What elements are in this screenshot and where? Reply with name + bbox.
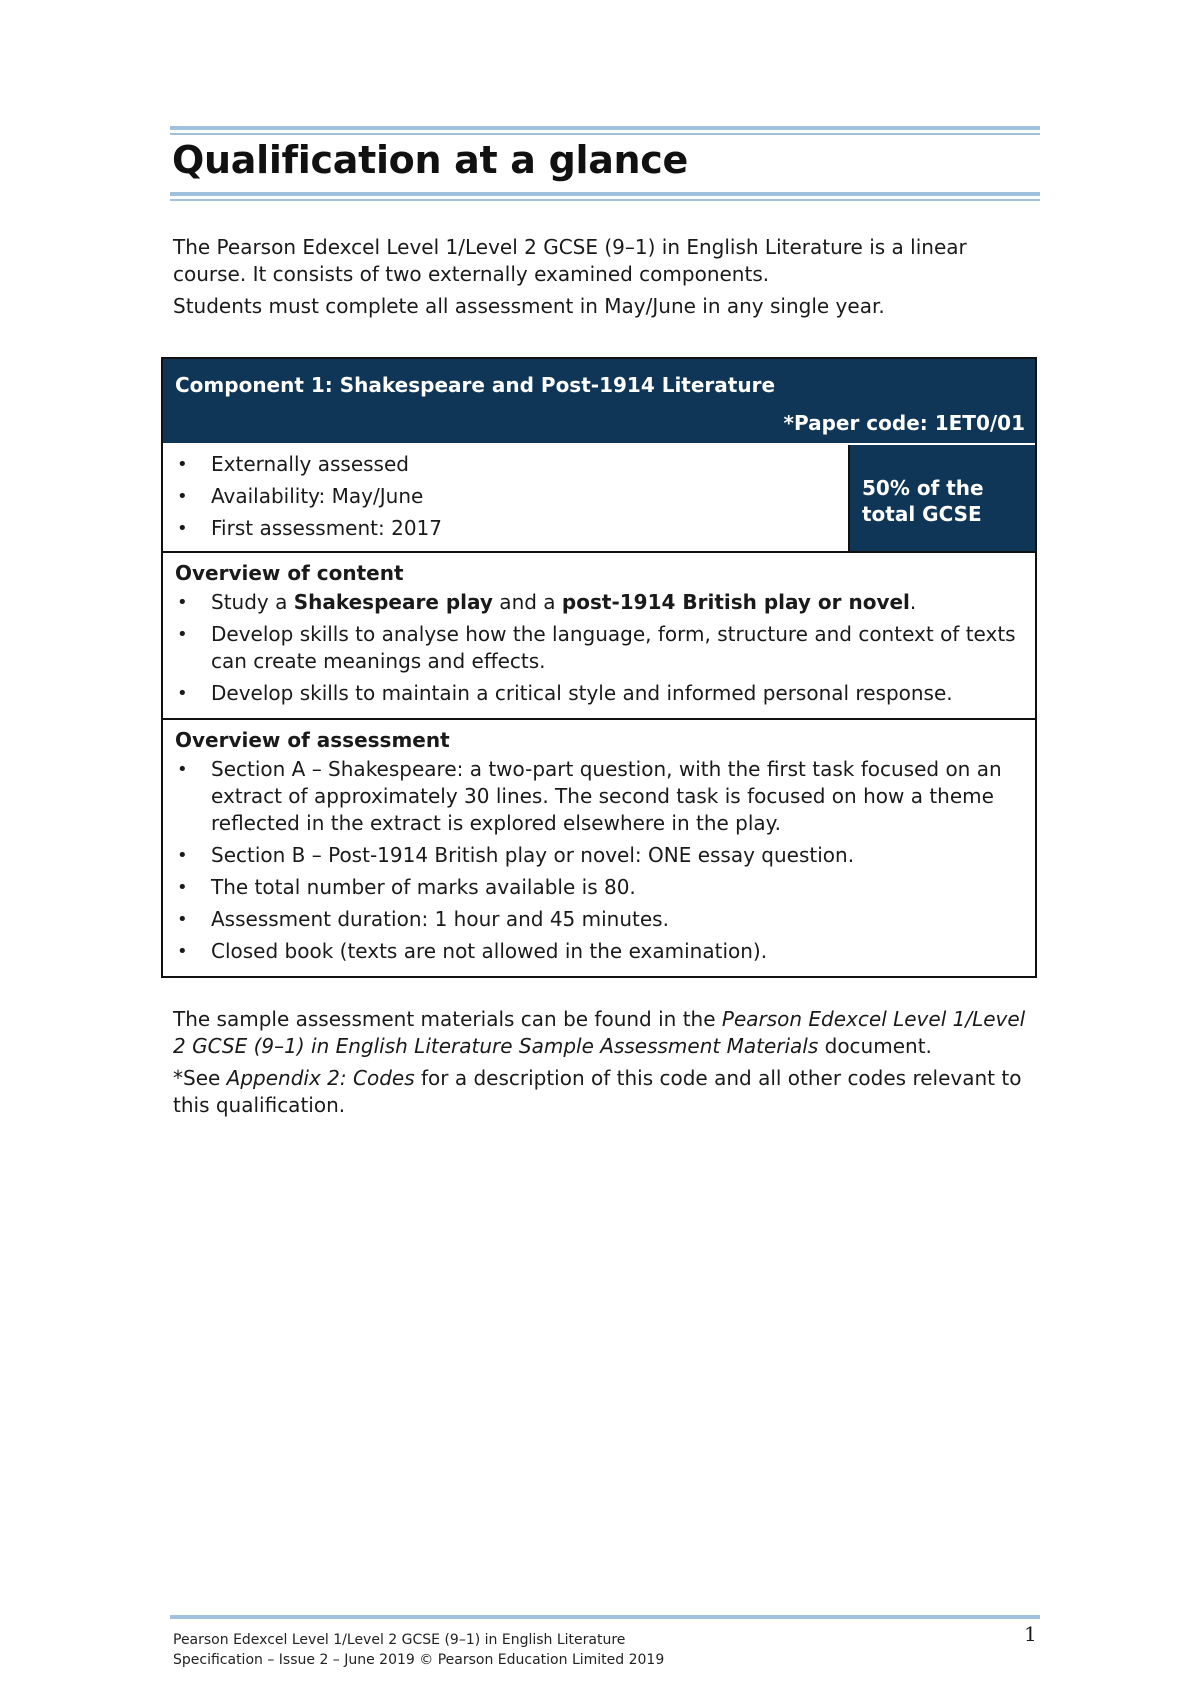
- section-heading: Overview of content: [175, 561, 404, 585]
- notes: [173, 1006, 1043, 1124]
- component-info-row: [163, 443, 1035, 551]
- list-item: • Closed book (texts are not allowed in the examination).: [175, 938, 1025, 965]
- list-item: • Section B – Post-1914 British play or novel: ONE essay question.: [175, 842, 1025, 869]
- component-title: Component 1: Shakespeare and Post-1914 Literature: [175, 373, 776, 397]
- list-item: • Availability: May/June: [175, 483, 838, 510]
- list-item: • First assessment: 2017: [175, 515, 838, 542]
- list-item: • Study a Shakespeare play and a post-1914 British play or novel.: [175, 589, 1025, 616]
- assessment-list: [175, 756, 1025, 965]
- intro-text: [173, 234, 1033, 325]
- component-header: [163, 359, 1035, 443]
- content-overview: [163, 551, 1035, 718]
- list-item: • Section A – Shakespeare: a two-part question, with the first task focused on an extract of approximately 30 lines. The second task is focused on how a theme reflected in the extract is explored elsewhere in the play.: [175, 756, 1025, 837]
- intro-paragraph: The Pearson Edexcel Level 1/Level 2 GCSE (9–1) in English Literature is a linear course. It consists of two externally examined components.: [173, 235, 967, 286]
- content-list: [175, 589, 1025, 707]
- sam-note: The sample assessment materials can be found in the Pearson Edexcel Level 1/Level 2 GCSE (9–1) in English Literature Sample Assessment Materials document.: [173, 1007, 1026, 1058]
- list-item: • The total number of marks available is 80.: [175, 874, 1025, 901]
- info-list: [175, 451, 838, 542]
- page-title: Qualification at a glance: [172, 138, 688, 182]
- title-top-rule: [170, 126, 1040, 135]
- page-number: 1: [1024, 1622, 1037, 1646]
- paper-code: *Paper code: 1ET0/01: [783, 411, 1025, 435]
- intro-paragraph: Students must complete all assessment in May/June in any single year.: [173, 294, 885, 318]
- list-item: • Develop skills to maintain a critical style and informed personal response.: [175, 680, 1025, 707]
- footer-line: Specification – Issue 2 – June 2019 © Pearson Education Limited 2019: [173, 1652, 665, 1668]
- list-item: • Externally assessed: [175, 451, 838, 478]
- section-heading: Overview of assessment: [175, 728, 450, 752]
- assessment-overview: [163, 718, 1035, 976]
- footer-rule: [170, 1615, 1040, 1619]
- list-item: • Develop skills to analyse how the language, form, structure and context of texts can create meanings and effects.: [175, 621, 1025, 675]
- component-table: [161, 357, 1037, 978]
- list-item: • Assessment duration: 1 hour and 45 minutes.: [175, 906, 1025, 933]
- footer: [173, 1630, 664, 1670]
- title-bottom-rule: [170, 192, 1040, 201]
- code-note: *See Appendix 2: Codes for a description of this code and all other codes relevant to this qualification.: [173, 1066, 1022, 1117]
- weighting-badge: 50% of the total GCSE: [850, 445, 1035, 551]
- footer-line: Pearson Edexcel Level 1/Level 2 GCSE (9–1) in English Literature: [173, 1632, 626, 1648]
